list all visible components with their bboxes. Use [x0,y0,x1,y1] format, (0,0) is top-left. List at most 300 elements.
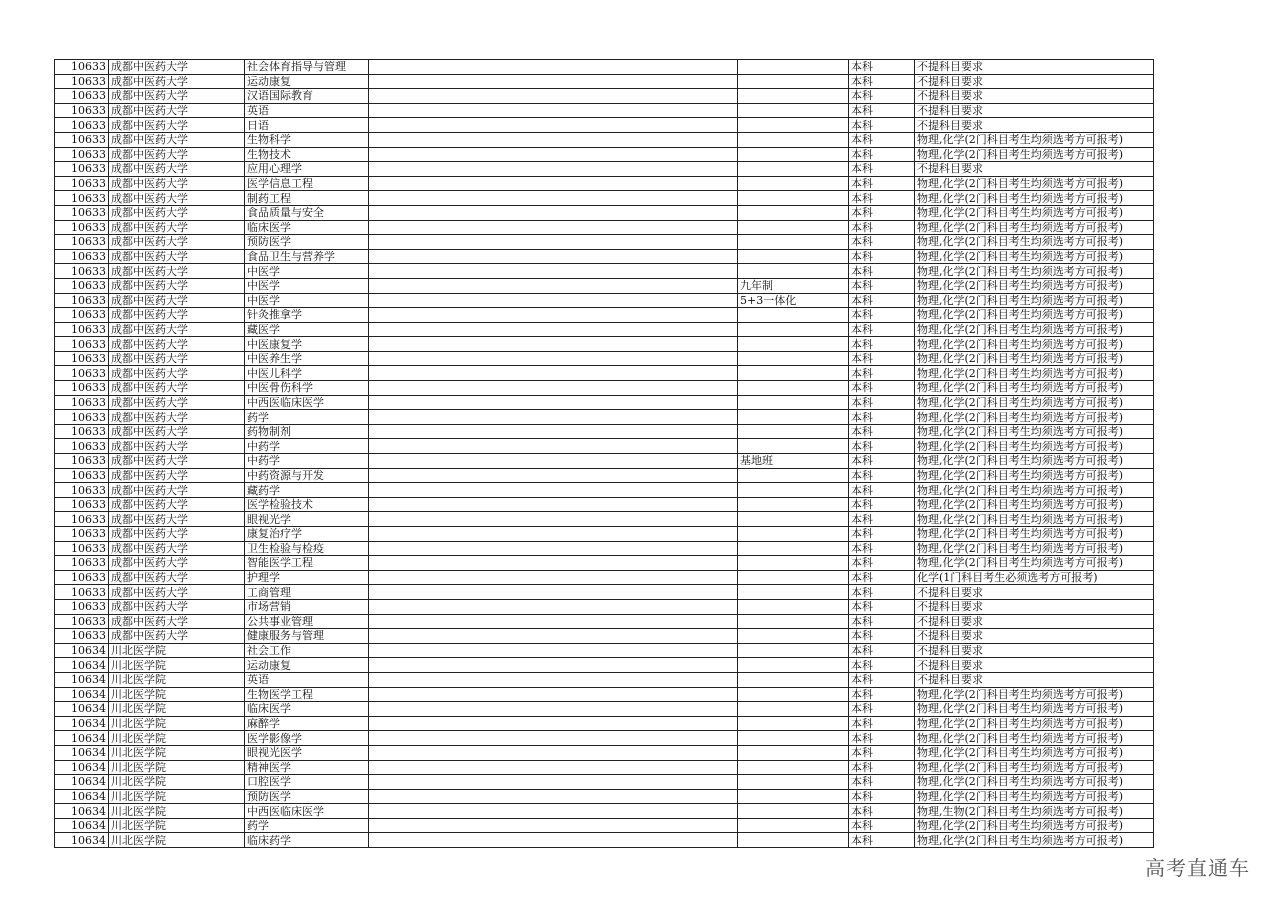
school-code-cell: 10633 [55,147,109,162]
school-code-cell: 10633 [55,322,109,337]
school-name-cell: 成都中医药大学 [109,293,245,308]
program-note-cell [738,687,849,702]
level-cell: 本科 [849,731,915,746]
subject-requirement-cell: 物理,化学(2门科目考生均须选考方可报考) [915,454,1154,469]
school-name-cell: 川北医学院 [109,775,245,790]
table-row [55,716,1154,731]
table-row [55,483,1154,498]
major-name-cell: 眼视光医学 [245,745,369,760]
school-name-cell: 成都中医药大学 [109,614,245,629]
level-cell: 本科 [849,789,915,804]
remark-cell [369,366,738,381]
school-name-cell: 成都中医药大学 [109,424,245,439]
subject-requirement-cell: 物理,化学(2门科目考生均须选考方可报考) [915,702,1154,717]
table-row [55,278,1154,293]
major-name-cell: 中医康复学 [245,337,369,352]
major-name-cell: 中医骨伤科学 [245,381,369,396]
level-cell: 本科 [849,366,915,381]
program-note-cell [738,833,849,848]
table-row [55,147,1154,162]
school-name-cell: 川北医学院 [109,818,245,833]
program-note-cell [738,74,849,89]
major-name-cell: 运动康复 [245,658,369,673]
major-name-cell: 生物科学 [245,132,369,147]
program-note-cell [738,512,849,527]
level-cell: 本科 [849,760,915,775]
level-cell: 本科 [849,89,915,104]
school-name-cell: 成都中医药大学 [109,264,245,279]
remark-cell [369,789,738,804]
subject-requirement-cell: 物理,化学(2门科目考生均须选考方可报考) [915,818,1154,833]
subject-requirement-cell: 不提科目要求 [915,60,1154,75]
school-name-cell: 成都中医药大学 [109,337,245,352]
program-note-cell [738,614,849,629]
table-row [55,687,1154,702]
remark-cell [369,643,738,658]
major-name-cell: 药学 [245,410,369,425]
level-cell: 本科 [849,658,915,673]
program-note-cell [738,468,849,483]
subject-requirement-cell: 不提科目要求 [915,599,1154,614]
level-cell: 本科 [849,395,915,410]
table-row [55,235,1154,250]
program-note-cell [738,205,849,220]
subject-requirement-cell: 物理,化学(2门科目考生均须选考方可报考) [915,833,1154,848]
subject-requirement-cell: 物理,化学(2门科目考生均须选考方可报考) [915,468,1154,483]
program-note-cell [738,176,849,191]
program-note-cell [738,789,849,804]
school-code-cell: 10633 [55,191,109,206]
subject-requirement-cell: 物理,化学(2门科目考生均须选考方可报考) [915,351,1154,366]
subject-requirement-cell: 不提科目要求 [915,103,1154,118]
remark-cell [369,439,738,454]
remark-cell [369,468,738,483]
subject-requirement-cell: 物理,化学(2门科目考生均须选考方可报考) [915,147,1154,162]
subject-requirement-cell: 不提科目要求 [915,585,1154,600]
subject-requirement-cell: 物理,化学(2门科目考生均须选考方可报考) [915,745,1154,760]
level-cell: 本科 [849,293,915,308]
program-note-cell [738,527,849,542]
school-code-cell: 10634 [55,833,109,848]
table-row [55,337,1154,352]
remark-cell [369,804,738,819]
major-name-cell: 中医学 [245,293,369,308]
program-note-cell [738,629,849,644]
level-cell: 本科 [849,483,915,498]
remark-cell [369,235,738,250]
school-name-cell: 成都中医药大学 [109,191,245,206]
subject-requirement-cell: 不提科目要求 [915,672,1154,687]
subject-requirement-cell: 物理,化学(2门科目考生均须选考方可报考) [915,337,1154,352]
level-cell: 本科 [849,381,915,396]
school-code-cell: 10634 [55,643,109,658]
program-note-cell [738,818,849,833]
remark-cell [369,220,738,235]
major-name-cell: 社会体育指导与管理 [245,60,369,75]
remark-cell [369,833,738,848]
remark-cell [369,249,738,264]
remark-cell [369,614,738,629]
level-cell: 本科 [849,118,915,133]
major-name-cell: 卫生检验与检疫 [245,541,369,556]
school-code-cell: 10633 [55,512,109,527]
subject-requirement-cell: 不提科目要求 [915,658,1154,673]
school-code-cell: 10633 [55,74,109,89]
subject-requirement-cell: 物理,生物(2门科目考生均须选考方可报考) [915,804,1154,819]
school-name-cell: 成都中医药大学 [109,235,245,250]
table-row [55,541,1154,556]
school-name-cell: 成都中医药大学 [109,176,245,191]
major-name-cell: 口腔医学 [245,775,369,790]
remark-cell [369,716,738,731]
remark-cell [369,410,738,425]
level-cell: 本科 [849,220,915,235]
remark-cell [369,541,738,556]
school-code-cell: 10633 [55,497,109,512]
major-name-cell: 汉语国际教育 [245,89,369,104]
major-name-cell: 医学检验技术 [245,497,369,512]
subject-requirement-cell: 物理,化学(2门科目考生均须选考方可报考) [915,439,1154,454]
school-name-cell: 川北医学院 [109,643,245,658]
school-code-cell: 10633 [55,176,109,191]
level-cell: 本科 [849,804,915,819]
subject-requirement-cell: 物理,化学(2门科目考生均须选考方可报考) [915,512,1154,527]
level-cell: 本科 [849,235,915,250]
table-row [55,468,1154,483]
remark-cell [369,381,738,396]
school-code-cell: 10634 [55,760,109,775]
major-name-cell: 针灸推拿学 [245,308,369,323]
school-name-cell: 成都中医药大学 [109,599,245,614]
school-name-cell: 成都中医药大学 [109,74,245,89]
subject-requirement-cell: 物理,化学(2门科目考生均须选考方可报考) [915,541,1154,556]
major-name-cell: 食品卫生与营养学 [245,249,369,264]
table-row [55,643,1154,658]
subject-requirement-cell: 物理,化学(2门科目考生均须选考方可报考) [915,132,1154,147]
level-cell: 本科 [849,599,915,614]
major-name-cell: 预防医学 [245,789,369,804]
major-name-cell: 药物制剂 [245,424,369,439]
admission-requirements-table [54,59,1154,848]
school-name-cell: 川北医学院 [109,672,245,687]
school-code-cell: 10633 [55,278,109,293]
school-name-cell: 成都中医药大学 [109,381,245,396]
subject-requirement-cell: 物理,化学(2门科目考生均须选考方可报考) [915,220,1154,235]
subject-requirement-cell: 物理,化学(2门科目考生均须选考方可报考) [915,497,1154,512]
remark-cell [369,818,738,833]
school-code-cell: 10633 [55,235,109,250]
major-name-cell: 临床医学 [245,702,369,717]
program-note-cell [738,672,849,687]
subject-requirement-cell: 物理,化学(2门科目考生均须选考方可报考) [915,205,1154,220]
level-cell: 本科 [849,337,915,352]
school-name-cell: 成都中医药大学 [109,629,245,644]
table-row [55,205,1154,220]
subject-requirement-cell: 物理,化学(2门科目考生均须选考方可报考) [915,278,1154,293]
remark-cell [369,658,738,673]
school-code-cell: 10633 [55,468,109,483]
major-name-cell: 中医学 [245,278,369,293]
school-code-cell: 10634 [55,775,109,790]
remark-cell [369,527,738,542]
level-cell: 本科 [849,454,915,469]
remark-cell [369,74,738,89]
table-row [55,60,1154,75]
school-name-cell: 成都中医药大学 [109,512,245,527]
program-note-cell [738,351,849,366]
table-row [55,220,1154,235]
program-note-cell [738,103,849,118]
school-code-cell: 10633 [55,366,109,381]
program-note-cell [738,366,849,381]
subject-requirement-cell: 不提科目要求 [915,643,1154,658]
table-row [55,89,1154,104]
program-note-cell [738,599,849,614]
major-name-cell: 临床药学 [245,833,369,848]
school-name-cell: 成都中医药大学 [109,556,245,571]
remark-cell [369,483,738,498]
major-name-cell: 藏医学 [245,322,369,337]
program-note-cell [738,439,849,454]
subject-requirement-cell: 物理,化学(2门科目考生均须选考方可报考) [915,716,1154,731]
school-name-cell: 成都中医药大学 [109,89,245,104]
table-row [55,381,1154,396]
major-name-cell: 医学信息工程 [245,176,369,191]
major-name-cell: 食品质量与安全 [245,205,369,220]
level-cell: 本科 [849,702,915,717]
remark-cell [369,629,738,644]
table-body [55,60,1154,848]
program-note-cell [738,745,849,760]
subject-requirement-cell: 不提科目要求 [915,162,1154,177]
table-row [55,658,1154,673]
table-row [55,556,1154,571]
school-code-cell: 10633 [55,103,109,118]
level-cell: 本科 [849,585,915,600]
subject-requirement-cell: 不提科目要求 [915,74,1154,89]
remark-cell [369,264,738,279]
subject-requirement-cell: 不提科目要求 [915,614,1154,629]
school-code-cell: 10633 [55,541,109,556]
level-cell: 本科 [849,643,915,658]
major-name-cell: 英语 [245,672,369,687]
table-row [55,395,1154,410]
program-note-cell [738,264,849,279]
level-cell: 本科 [849,716,915,731]
table-row [55,162,1154,177]
level-cell: 本科 [849,629,915,644]
table-row [55,745,1154,760]
school-name-cell: 成都中医药大学 [109,205,245,220]
table-row [55,585,1154,600]
remark-cell [369,556,738,571]
remark-cell [369,176,738,191]
school-code-cell: 10634 [55,687,109,702]
remark-cell [369,585,738,600]
table-row [55,118,1154,133]
remark-cell [369,760,738,775]
subject-requirement-cell: 物理,化学(2门科目考生均须选考方可报考) [915,556,1154,571]
level-cell: 本科 [849,322,915,337]
table-row [55,439,1154,454]
level-cell: 本科 [849,74,915,89]
major-name-cell: 药学 [245,818,369,833]
school-name-cell: 成都中医药大学 [109,351,245,366]
table-row [55,599,1154,614]
subject-requirement-cell: 物理,化学(2门科目考生均须选考方可报考) [915,191,1154,206]
school-code-cell: 10633 [55,439,109,454]
school-name-cell: 川北医学院 [109,658,245,673]
major-name-cell: 英语 [245,103,369,118]
table-row [55,410,1154,425]
school-name-cell: 川北医学院 [109,745,245,760]
program-note-cell [738,191,849,206]
school-name-cell: 成都中医药大学 [109,322,245,337]
school-name-cell: 成都中医药大学 [109,439,245,454]
major-name-cell: 工商管理 [245,585,369,600]
level-cell: 本科 [849,147,915,162]
program-note-cell [738,60,849,75]
remark-cell [369,89,738,104]
remark-cell [369,731,738,746]
subject-requirement-cell: 物理,化学(2门科目考生均须选考方可报考) [915,789,1154,804]
program-note-cell: 基地班 [738,454,849,469]
school-code-cell: 10633 [55,308,109,323]
school-name-cell: 川北医学院 [109,789,245,804]
school-name-cell: 川北医学院 [109,731,245,746]
program-note-cell: 九年制 [738,278,849,293]
level-cell: 本科 [849,308,915,323]
school-code-cell: 10633 [55,293,109,308]
program-note-cell [738,570,849,585]
table-row [55,570,1154,585]
level-cell: 本科 [849,687,915,702]
level-cell: 本科 [849,278,915,293]
program-note-cell [738,424,849,439]
remark-cell [369,454,738,469]
remark-cell [369,351,738,366]
school-name-cell: 成都中医药大学 [109,585,245,600]
remark-cell [369,337,738,352]
level-cell: 本科 [849,351,915,366]
table-row [55,176,1154,191]
program-note-cell [738,483,849,498]
remark-cell [369,512,738,527]
school-name-cell: 成都中医药大学 [109,249,245,264]
remark-cell [369,687,738,702]
program-note-cell [738,162,849,177]
major-name-cell: 中医儿科学 [245,366,369,381]
school-code-cell: 10633 [55,381,109,396]
subject-requirement-cell: 物理,化学(2门科目考生均须选考方可报考) [915,410,1154,425]
table-row [55,818,1154,833]
major-name-cell: 医学影像学 [245,731,369,746]
program-note-cell [738,556,849,571]
table-row [55,512,1154,527]
level-cell: 本科 [849,205,915,220]
school-code-cell: 10633 [55,395,109,410]
major-name-cell: 中西医临床医学 [245,395,369,410]
table-row [55,672,1154,687]
remark-cell [369,162,738,177]
subject-requirement-cell: 物理,化学(2门科目考生均须选考方可报考) [915,176,1154,191]
remark-cell [369,672,738,687]
major-name-cell: 生物医学工程 [245,687,369,702]
program-note-cell [738,658,849,673]
table-row [55,527,1154,542]
subject-requirement-cell: 物理,化学(2门科目考生均须选考方可报考) [915,235,1154,250]
subject-requirement-cell: 物理,化学(2门科目考生均须选考方可报考) [915,760,1154,775]
program-note-cell [738,147,849,162]
school-code-cell: 10634 [55,818,109,833]
school-code-cell: 10634 [55,789,109,804]
program-note-cell [738,716,849,731]
school-name-cell: 成都中医药大学 [109,570,245,585]
level-cell: 本科 [849,497,915,512]
school-code-cell: 10633 [55,629,109,644]
level-cell: 本科 [849,249,915,264]
remark-cell [369,395,738,410]
level-cell: 本科 [849,424,915,439]
major-name-cell: 社会工作 [245,643,369,658]
school-code-cell: 10633 [55,205,109,220]
major-name-cell: 智能医学工程 [245,556,369,571]
program-note-cell [738,132,849,147]
major-name-cell: 护理学 [245,570,369,585]
major-name-cell: 健康服务与管理 [245,629,369,644]
program-note-cell [738,381,849,396]
major-name-cell: 眼视光学 [245,512,369,527]
program-note-cell [738,643,849,658]
level-cell: 本科 [849,527,915,542]
table-row [55,454,1154,469]
remark-cell [369,775,738,790]
major-name-cell: 中药学 [245,439,369,454]
remark-cell [369,147,738,162]
major-name-cell: 中西医临床医学 [245,804,369,819]
school-code-cell: 10634 [55,716,109,731]
remark-cell [369,60,738,75]
table-row [55,804,1154,819]
school-name-cell: 成都中医药大学 [109,468,245,483]
table-row [55,322,1154,337]
table-row [55,132,1154,147]
school-name-cell: 川北医学院 [109,804,245,819]
school-name-cell: 成都中医药大学 [109,395,245,410]
school-name-cell: 成都中医药大学 [109,278,245,293]
school-code-cell: 10633 [55,527,109,542]
school-code-cell: 10633 [55,483,109,498]
subject-requirement-cell: 物理,化学(2门科目考生均须选考方可报考) [915,264,1154,279]
major-name-cell: 中医学 [245,264,369,279]
major-name-cell: 临床医学 [245,220,369,235]
table-row [55,293,1154,308]
school-code-cell: 10633 [55,249,109,264]
table-row [55,775,1154,790]
major-name-cell: 中药学 [245,454,369,469]
school-code-cell: 10633 [55,132,109,147]
subject-requirement-cell: 物理,化学(2门科目考生均须选考方可报考) [915,687,1154,702]
subject-requirement-cell: 物理,化学(2门科目考生均须选考方可报考) [915,775,1154,790]
school-code-cell: 10633 [55,264,109,279]
program-note-cell [738,731,849,746]
school-code-cell: 10634 [55,702,109,717]
table-row [55,264,1154,279]
remark-cell [369,570,738,585]
major-name-cell: 应用心理学 [245,162,369,177]
subject-requirement-cell: 不提科目要求 [915,89,1154,104]
school-code-cell: 10633 [55,424,109,439]
